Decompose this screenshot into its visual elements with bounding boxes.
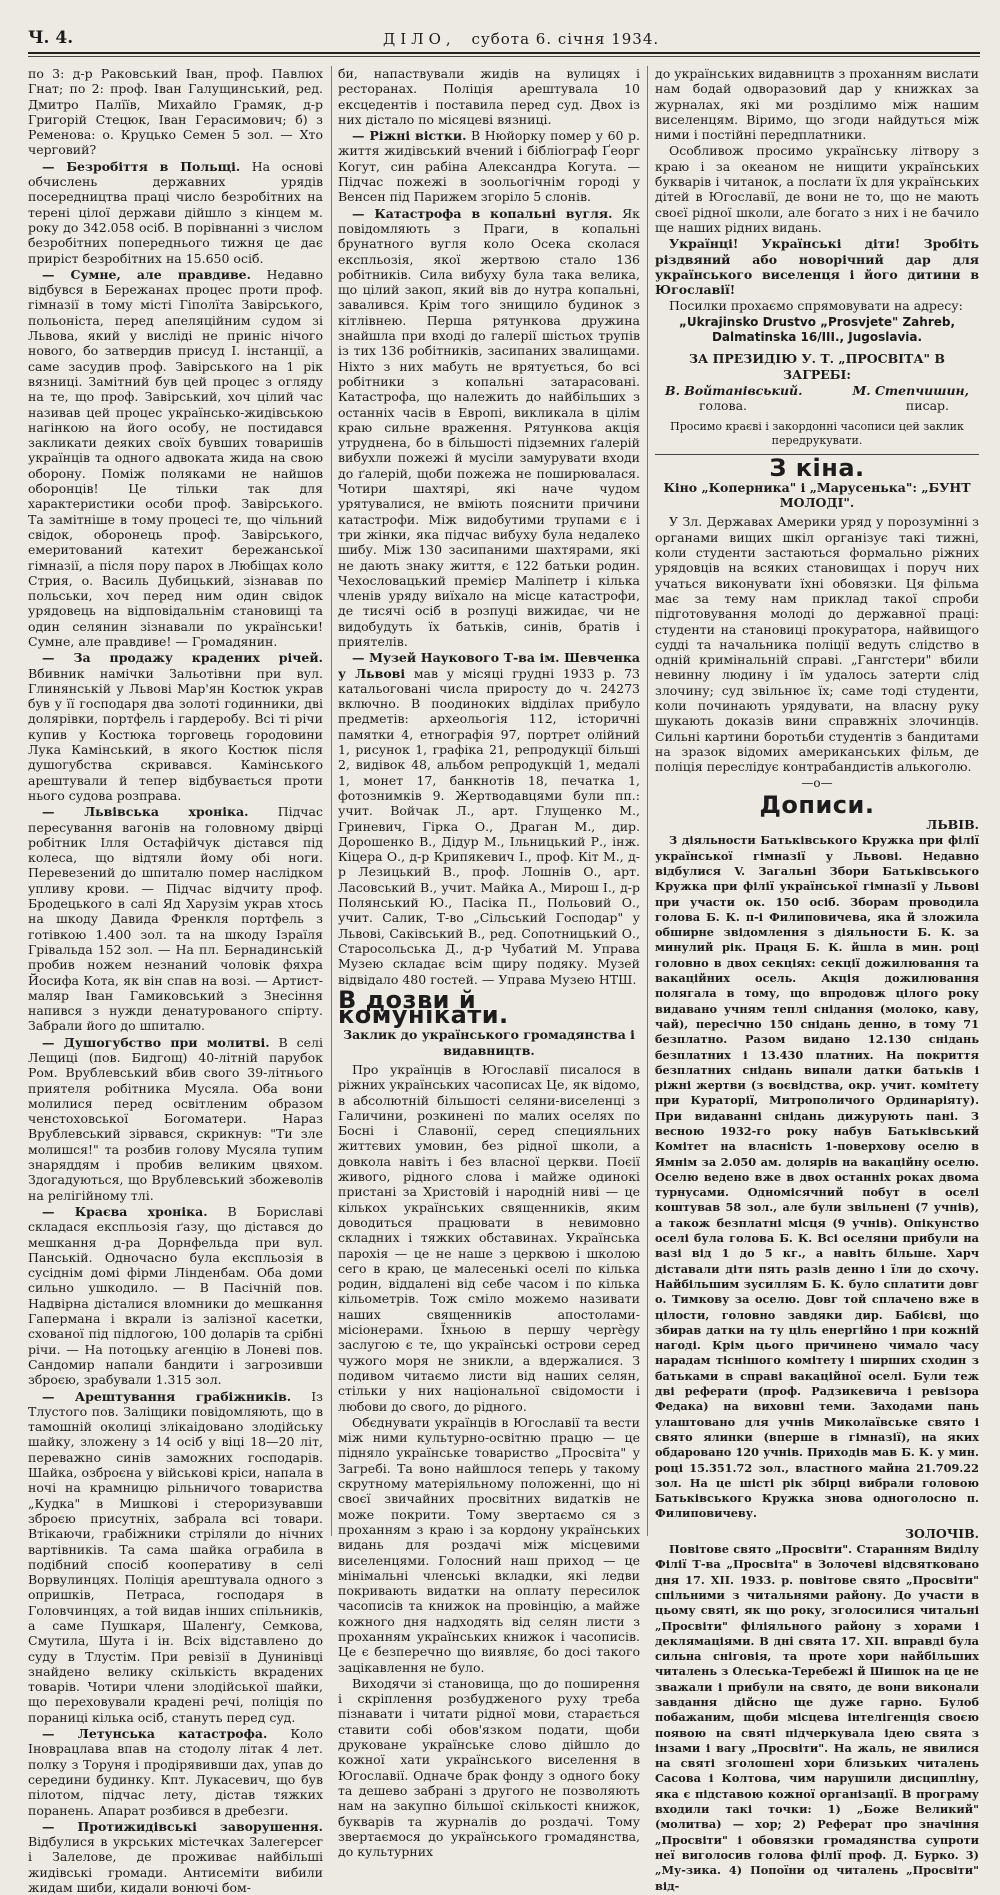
page-number: Ч. 4. (28, 28, 74, 48)
news-item: — Арештування грабіжників. Із Тлустого пов. Заліщики повідомляють, що в тамошній околиці злікаідовано злодійську шайку, зложену з 14 осіб у віці 18—20 літ, переважно синів заможних господарів. Шайка, озброєна у військові кріси, напала в ночі на крамницю рільничого товариства „Кудка" в Мишкові і стероризувавши зброєю присутніх, забрала всі товари. Втікаючи, грабіжники стріляли до нічних вартівників. Та сама шайка ограбила в подібний спосіб кооперативу в селі Ворвулинцях. Поліція арештувала одного з опришків, Петраса, господаря в Головчинцях, а той видав інших спільників, а саме Пушкаря, Шаленґу, Семкова, Смутила, Шута і ін. Всіх відставлено до суду в Тлустім. При ревізії в Дунинівці знайдено велику скількість вкрадених товарів. Чотири члени злодійської шайки, що переховували крадені речі, поліція по пораниці кілька осіб, стануть перед суд. (28, 1388, 323, 1725)
cinema-subtitle: Кіно „Коперника" і „Марусенька": „БУНТ МОЛОДІ". (663, 479, 971, 511)
appeal-call: Українці! Українські діти! Зробіть різдвяний або новорічний дар для українського виселенця і його дитини в Югославії! (655, 236, 979, 298)
news-item: — Львівська хроніка. Підчас пересування вагонів на головному двірці робітник Ілля Остафійчук дістався під колеса, що відтяли йому обі ноги. Перевезений до шпиталю помер наслідком упливу крови. — Підчас відчиту проф. Бродецького в салі Яд Харузім украв хтось на шкоду Давида Френкля портфель з готівкою 1.400 зол. та на шкоду Ізраїля Грівальда 152 зол. — На пл. Бернадинській пробив ножем незнаний чоловік фяхра Йосифа Кота, як він спав на возі. — Артист-маляр Іван Гамиковський з Знесіння напився з нужди денатурованого спірту. Забрали його до шпиталю. (28, 804, 323, 1034)
appeal-paragraph: Посилки прохаємо спрямовувати на адресу: (669, 298, 963, 314)
column-2 (338, 66, 640, 1860)
news-item: — Душогубство при молитві. В селі Лещиці (пов. Бидгощ) 40-літній парубок Ром. Врублевський вбив свого 39-літнього приятеля робітника Мусяла. Обa вони молилися перед освітленим образом ченстоховської Богоматери. Нараз Врублевський зірвався, скрикнув: "Ти зле молишся!" та розбив голову Мусяла тупим знаряддям і пробив великим цвяхом. Здогадуються, що Врублевський збожеволів на релігійному тлі. (28, 1034, 323, 1203)
appeal-paragraph: Виходячи зі становища, що до поширення і скріплення розбудженого руху треба пізнавати і читати рідної мови, старається ставити собі обов'язком подати, щоби друковане українське слово дійшло до кожної хати українського виселення в Югославії. Одначе брак фонду з одного боку та дешево забрані з другого не позволяють нам на закупно більшої скількості книжок, букварів та журналів до роздачі. Тому звертаємося до українського громадянства, до культурних (338, 1675, 640, 1860)
news-item: — Катастрофа в копальні вугля. Як повідомляють з Праги, в копальні брунатного вугля коло Осека сколася експльозія, якої жертвою стало 136 робітників. Сила вибуху була така велика, що цілий закоп, який вів до нутра копальні, завалився. Крім того знищило будинок з кітлівнею. Перша рятункова дружина знайшла при вході до галерії шістьох трупів із тих 136 робітників, засипаних звалищами. Ніхто з них мабуть не врятується, бо всі робітники з копальні затарасовані. Катастрофа, що належить до найбільших з останніх часів в Европі, викликала в цілім краю сильне враження. Рятункова акція утруднена, бо в більшості підземних ґалерій вибухли пожежі й мусіли замурувати входи до ґалерій, щоби пожежа не поширювалася. Чотири шахтярі, які наче чудом урятувалися, не вміють пояснити причини катастрофи. Між видобутими трупами є і три жінки, яка підчас вибуху була недалеко шибу. Між 130 засипаними шахтярами, які не дають знаку життя, є 122 батьки родин. Чехословацький премієр Маліпетр і кілька членів уряду виїхало на місце катастрофи, де тисячі осіб в розпуці вижидає, чи не видобудуть їх батьків, синів, братів і приятелів. (338, 205, 640, 649)
signature-left: В. Войтанівський. (665, 382, 803, 398)
news-item: — Протижидівські заворушення. Відбулися в укрських містечках Залегерсег і Залелове, де проживає найбільші жидівські громади. Антисеміти вибили жидам шиби, кидали вонючі бом- (28, 1818, 323, 1895)
news-item: — Летунська катастрофа. Коло Іноврацлава впав на стодолу літак 4 лет. полку з Торуня і продірявивши дах, упав до середини будинку. Кпт. Лукасевич, що був пілотом, підчас лету, дістав тяжких поранень. Апарат розбився в дребезги. (28, 1726, 323, 1818)
role-right: писар. (905, 398, 949, 414)
news-item: — Ріжні вістки. В Нюйорку помер у 60 р. життя жидівський вчений і бібліограф Ґеорг Когут, син рабіна Александра Когута. — Підчас пожежі в зоольогічнім городі у Венсен під Парижем згоріло 5 слонів. (338, 128, 640, 205)
masthead-title: ДІЛО, (383, 30, 456, 48)
letter-place: ЛЬВІВ. (926, 817, 979, 833)
news-item: би, напаствували жидів на вулицях і ресторанах. Поліція арештувала 10 ексцедентів і поставила перед суд. Двох із них дістало по місяцеві вязниці. (338, 66, 640, 127)
cinema-heading: З кіна. (769, 453, 865, 482)
news-item: — Краєва хроніка. В Бориславі складася експльозія ґазу, що дістався до мешкання д-ра Дорнфельда при вул. Панській. Одночасно була експльозія в сусіднім домі фірми Лінденбам. Оба доми сильно ушкодило. — В Пасічній пов. Надвірна дісталися вломники до мешкання Гапермана і вкрали із залізної касетки, схованої під підлогою, 100 доларів та срібні річи. — На потоцьку агенцію в Лоневі пов. Сандомир напали бандити і загрозивши зброєю, зрабували 1.315 зол. (28, 1203, 323, 1388)
letters-heading: Дописи. (759, 790, 875, 819)
signatures (655, 383, 979, 398)
signature-right: М. Степчишин, (852, 382, 969, 398)
presidium-line: ЗА ПРЕЗИДІЮ У. Т. „ПРОСВІТА" В ЗАГРЕБІ: (689, 351, 945, 382)
column-divider (647, 66, 648, 1536)
letter-place: ЗОЛОЧІВ. (904, 1525, 979, 1541)
letter-text: З діяльности Батьківського Кружка при філії української гімназії у Львові. Недавно відбулися V. Загальні Збори Батьківського Кружка при філії української гімназії у Львові при участи ок. 150 осіб. Зборам проводила голова Б. К. п-і Филиповичева, яка й зложила обширне звідомлення з діяльности Б. К. за минулий рік. Праця Б. К. йшла в мин. році головно в двох секціях: секції дожилювання та вакаційних осель. Акція дожилювання полягала в тому, що впродовж цілого року видавано учням теплі снідання (молоко, каву, чай), пересічно 150 снідань денно, в тому 71 безплатно. Разом видано 12.130 снідань безплатних і 13.430 платних. На покриття безплатних снідань випали датки батьків і ріжні жертви (з воєвідства, окр. учит. комітету при Кураторії, Митрополичого Ординаріяту). При видаванні снідань дижурують пані. З весною 1932-го року набув Батьківський Комітет на власність 1-поверхову оселю в Ямнім за 2.050 ам. долярів на вакаційну оселю. Оселю ведено вже в двох останніх роках двома турнусами. Одномісячний побут в оселі коштував 58 зол., але були звільнені (7 учнів), а також безплатні місця (9 учнів). Опікунство оселі була голова Б. К. Всі оселяни прибули на вазі від 1 до 5 кг., а навіть більше. Харч діставали діти пять разів денно і їли до схочу. Найбільшим зусиллям Б. К. було сплатити довг о. Тимкову за оселю. Довг той сплачено вже в цілости, головно завдяки дир. Бабієві, що збирав датки на ту ціль енергійно і при кожній нагоді. Крім цього причинено чимало часу нарадам тіснішого комітету і ширших сходин з батьками в справі вакаційної оселі. Були теж дві реферати (проф. Радзикевича і ревізора Федака) на виховні теми. Заходами пань улаштовано для учнів Миколаївське свято і свято ялинки (вперше в гімназії), на яких обдаровано 120 учнів. Приходів мав Б. К. у мин. році 15.351.72 зол., властного майна 21.709.22 зол. На це шісті рік збірці вибрали головою Батьківського Кружка знова одноголосно п. Филиповичеву. (655, 833, 979, 1521)
masthead (383, 30, 659, 48)
news-item: по 3: д-р Раковський Іван, проф. Павлюх Гнат; по 2: проф. Іван Галущинський, ред. Дмитро Палїїв, Михайло Грамяк, д-р Григорій Стецюк, Іван Герасимович; б) з Ременова: о. Круцько Семен 5 зол. — Хто черговий? (28, 66, 323, 158)
header-rule (28, 52, 980, 54)
page-header (28, 24, 980, 52)
news-item: — Безробіття в Польщі. На основі обчислень державних урядів посередництва праці число безробітних на терені цілої держави дійшло з кінцем м. року до 342.058 осіб. В порівнанні з числом безробітних попереднього тижня це дає приріст безробітних на 15.650 осіб. (28, 158, 323, 266)
news-item: — Сумне, але правдиве. Недавно відбувся в Бережанах процес проти проф. гімназії в тому місті Гіполїта Завірського, польоніста, перед апеляційним судом зі Львова, який у висліді не приніс нічого нового, бо затвердив присуд І. інстанції, а саме засудив проф. Завірського на 1 рік вязниці. Замітний був цей процес з огляду на те, що проф. Завірський, хоч цілий час називав цей процес українсько-жидівською нагінкою на його особу, не постидався закликати деяких своїх бувших товаришів українців та одного адвоката жида на свою оборону. Поміж поляками не найшов оборонців! Це тільки так для характеристики особи проф. Завірського. Та замітніше в тому процесі те, що чільний свідок, оборонець проф. Завірського, емеритований катехит бережанської гімназії, а після пору парох в Любіщах коло Стрия, о. Василь Дубицький, зізнавав по польськи, хоч перед ним один свідок урядовець на відповідальнім становищі та один селянин зізнавали по українськи! Сумне, але правдиве! — Громадянин. (28, 266, 323, 649)
appeal-paragraph: Обєднувати українців в Югославії та вести між ними культурно-освітню працю — це підняло українське товариство „Просвіта" у Загребі. Та воно найшлося теперь у такому скрутному матеріяльному положенні, що ні своєї звичайних просвітних видатків не може покрити. Тому звертаємо ся з проханням з краю і за кордону українських видань для роздачі між місцевими виселенцями. Голосний наш приход — це мінімальні членські вкладки, які ледви покривають видатки на оплату пересилок часописів та книжок на провінцію, а майже кожного дня надходять від селян листи з проханням українських книжок і часописів. Це є безперечно що виявляє, бо досі такого зацікавлення не було. (338, 1414, 640, 1675)
masthead-date: субота 6. січня 1934. (471, 30, 660, 48)
header-rule-thin (28, 56, 980, 57)
appeal-paragraph: Особливож просимо українську літвору з краю і за океаном не нищити українських букварів і читанок, а послати їх для українських дітей в Югославії, де вони не то, що не мають своєї рідної школи, але богато з них і не бачило ще наших рідних видань. (655, 143, 979, 235)
appeal-paragraph: до українських видавництв з проханням вислати нам бодай одворазовий дар у книжках за журналах, які ми розділимо між нашим виселенцям. Віримо, що згоди найдуться між ними і постійні передплатники. (655, 66, 979, 143)
signature-roles (655, 398, 979, 413)
column-3 (655, 66, 979, 1893)
role-left: голова. (699, 398, 748, 414)
news-item: — Музей Наукового Т-ва ім. Шевченка у Львові мав у місяці грудні 1933 р. 73 катальоговані числа приросту до ч. 24273 включно. В поодиноких відділах прибуло предметів: археольогія 112, історичні памятки 4, етнографія 97, портрет олійний 1, рисунок 1, графіка 21, репродукції більші 2, видівок 48, альбом репродукцій 1, медалі 1, монет 17, банкнотів 18, печатка 1, фотознимків 9. Жертводавцями були пп.: учит. Войчак Л., арт. Глущенко М., Гриневич, Гірка О., Драган М., дир. Дорошенко В., Дідур М., Ільницький Р., інж. Кіцера О., д-р Крипякевич І., проф. Кіт М., д-р Лезицький В., проф. Лошнів О., арт. Ласовський В., учит. Майка А., Мирош І., д-р Полянський Ю., Пасіка П., Польовий О., учит. Салик, Т-во „Сільський Господар" у Львові, Саківський В., ред. Сопотницький О., Старосольська Д., д-р Чубатий М. Управа Музею складає всім щиру подяку. Музей відвідало 480 гостей. — Управа Музею НТШ. (338, 650, 640, 987)
postal-address: „Ukrajinsko Drustvo „Prosvjete" Zahreb, Dalmatinska 16/III., Jugoslavia. (678, 314, 956, 345)
separator: —o— (801, 776, 833, 791)
appeal-paragraph: Про українців в Югославії писалося в ріжних українських часописах Це, як відомо, в абсолютній більшості селяни-виселенці з Галичини, розкинені по малих оселях по Босні і Славонії, серед специяльних життєвих умовин, без рідної школи, а довкола навіть і без власної церкви. Поєії живого, рідного слова і майже одинокі пристані за Христовій і народній ниві — це кількох українських священників, яким доводиться працювати в невимовно складних і тяжких обставинах. Українська парохія — це не наше з церквою і школою сего в краю, це малесенькі оселі по кілька родин, віддалені від себе часом і по кілька кільометрів. Тож сміло можемо називати наших священників апостолами-місіонерами. Їхньою в першу черrègy заслугою є те, що українські острови серед чужого моря не зникли, а вдержалися. З подивом читаємо листи від наших селян, стільки у них національної свідомости і любови до свого, до рідного. (338, 1062, 640, 1414)
reprint-note: Просимо краєві і закордонні часописи цей заклик передрукувати. (670, 419, 964, 447)
announcements-heading: В дозви й комунікати. (338, 985, 509, 1030)
letter-text: Повітове свято „Просвіти". Старанням Виділу Філії Т-ва „Просвіта" в Золочеві відсвятковано дня 17. XII. 1933. р. повітове свято „Просвіти" спільними з читальнями району. До участи в цьому святі, як що року, зголосилися читальні „Просвіти" філіяльного району з хорами і деклямаціями. В днi свята 17. XII. вправді була сильна сніговія, та проте хори найбільших читалень з Олеська-Теребежі й Шишок на це не зважали і прибули на свято, де вони виконали завдання дійсно ще дуже гарно. Булоб побажаним, щоби місцева інтелігенція своєю появою на святі підчеркувала ідею свята з інзами і вагу „Просвіти". На жаль, не явилися на святі зголошені хори близьких читалень Сасова і Колтова, чим нарушили дисципліну, яка є підставою кожної організації. В програму входили такі точки: 1) „Боже Великий" (молитва) — хор; 2) Реферат про значіння „Просвіти" і обовязки громадянства супроти неї виголосив голова філії проф. Д. Бурко. 3) „Му-зика. 4) Попоїни од читалень „Просвіти" від- (655, 1542, 979, 1893)
column-1 (28, 66, 323, 1895)
appeal-title: Заклик до українського громадянства і видавництв. (343, 1027, 635, 1058)
column-divider (331, 66, 332, 1536)
news-item: — За продажу крадених річей. Вбивник намічки Зальотівни при вул. Глинянській у Львові Мар'ян Костюк украв був у її господаря два золоті годинники, дві долярівки, портфель і гардеробу. Всі ті річи купив у Костюка торговець городовини Лука Камінський, в якого Костюк після душогубства скривався. Камінського арештували й тепер відбувається проти нього судова розправа. (28, 650, 323, 803)
cinema-text: У Зл. Державах Америки уряд у порозумінні з органами вищих шкіл організує такі тижні, коли студенти застаються формально ріжних урядовців на всяких становищах і поруч них учаться виконувати їхні обовязки. Ця фільма має за тему нам приклад такої спроби підготовування молоді до державної праці: студенти на становиці прокуратора, найвищого судді та начальника поліції ведуть слідство в одній кримінальній справі. „Гангстери" вбили невинну людину і їм удалось затерти слід злочину; суд звільнює їх; саме тоді студенти, коли починають урядувати, на власну руку шукають доказів вини справжніх злочинців. Сильні картини боротьби студентів з бандитами на зразок відомих американських фільм, де поліція переслідує контрабандистів алькоголю. (655, 514, 979, 775)
